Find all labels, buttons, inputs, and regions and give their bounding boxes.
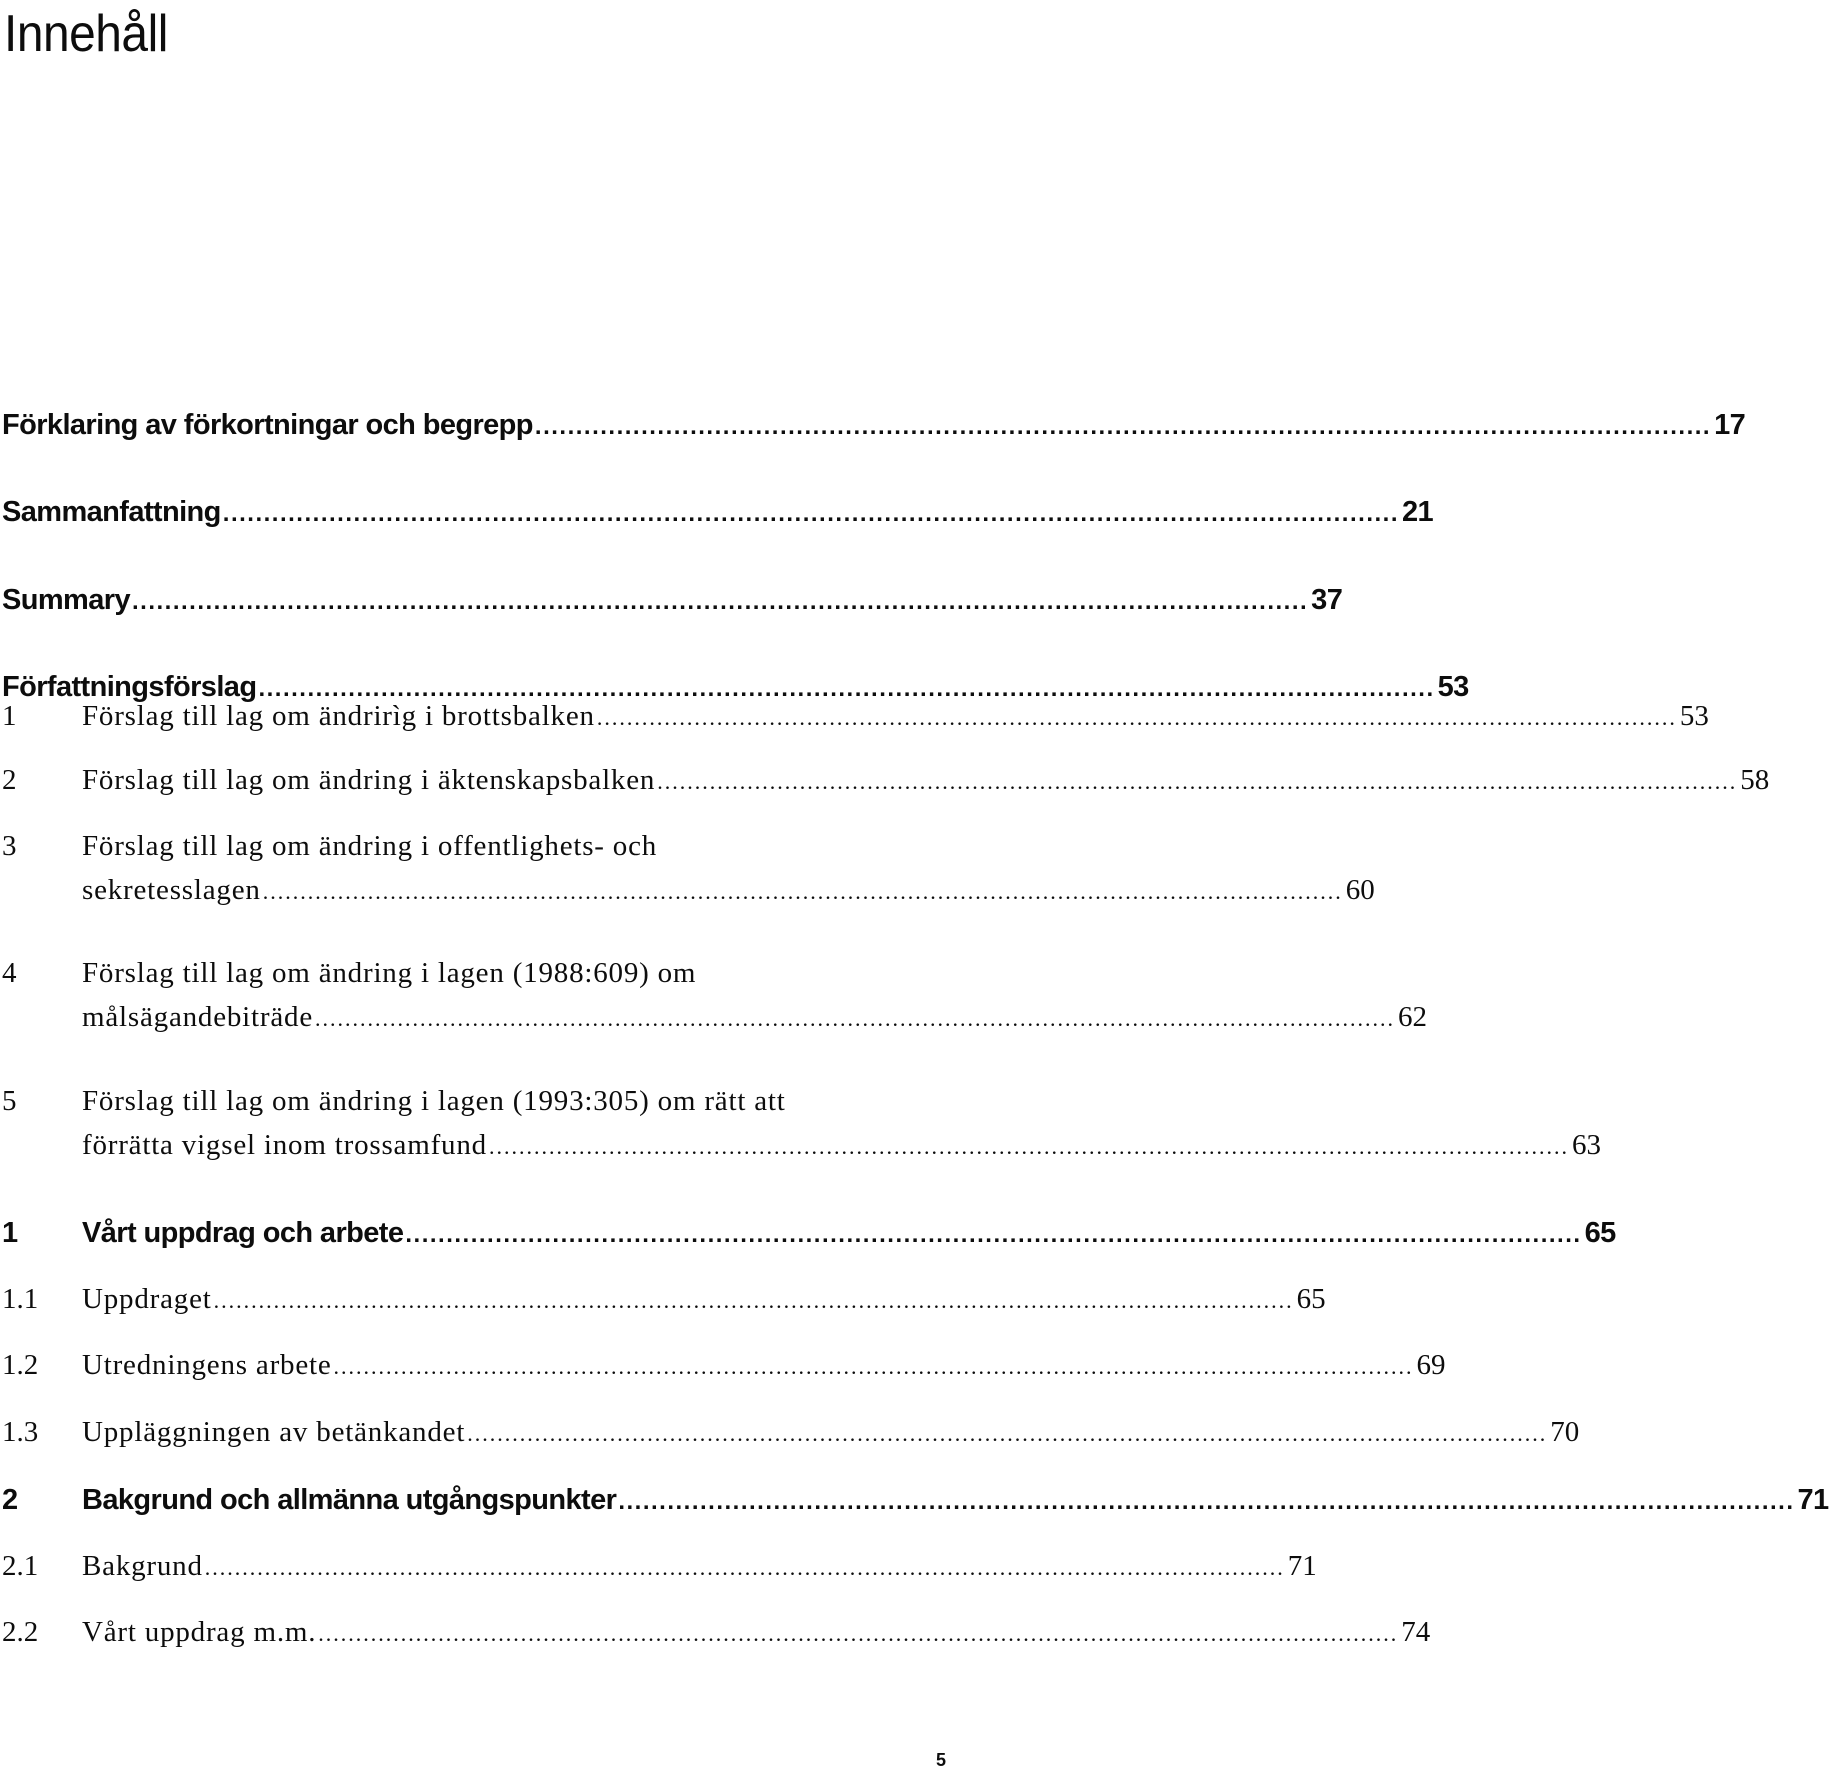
toc-entry-label: Utredningens arbete [82,1349,332,1381]
toc-entry-line [82,760,1770,802]
toc-entry-line [82,1345,1446,1387]
toc-page-number: 37 [1311,584,1343,616]
toc-page-number: 62 [1398,1001,1428,1033]
toc-entry-label: Vårt uppdrag och arbete [82,1217,404,1249]
toc-entry-label: Uppdraget [82,1283,212,1315]
toc-entry-label: Sammanfattning [2,496,221,528]
dot-leader: ................................................................................................................................................ [315,1006,1396,1031]
dot-leader: ................................................................................................................................................ [467,1421,1548,1446]
toc-page-number: 65 [1296,1283,1326,1315]
toc-entry-label: Vårt uppdrag m.m. [82,1616,317,1648]
toc-page-number: 53 [1437,671,1469,703]
toc-page-number: 63 [1571,1129,1601,1161]
toc-entry-line [82,1480,1829,1522]
toc-entry-number: 1.2 [2,1349,39,1381]
toc-page-number: 74 [1401,1616,1431,1648]
toc-entry-label-line1: Förslag till lag om ändring i lagen (1993:305) om rätt att [82,1085,786,1117]
toc-entry-number: 5 [2,1085,17,1117]
toc-page-number: 21 [1401,496,1434,528]
toc-entry-line [82,1125,1601,1167]
toc-entry-number: 2.1 [2,1550,39,1582]
dot-leader: ................................................................................................................................................ [657,769,1738,794]
dot-leader: ................................................................................................................................................ [262,879,1343,904]
toc-entry-number: 3 [2,830,17,862]
toc-entry-label-line1: Förslag till lag om ändring i offentlighets- och [82,830,658,862]
toc-entry-label: Bakgrund [82,1550,203,1582]
toc-page-number: 17 [1714,409,1746,441]
dot-leader: ................................................................................................................................................ [258,675,1435,702]
toc-page-number: 53 [1679,700,1709,732]
toc-entry-number: 2.2 [2,1616,39,1648]
toc-entry-number: 1 [2,1217,18,1249]
page-number: 5 [935,1750,946,1770]
toc-entry-line [82,1612,1431,1654]
toc-entry-number: 4 [2,957,17,989]
toc-entry-label: Förslag till lag om ändrirìg i brottsbalken [82,700,595,732]
dot-leader: ................................................................................................................................................ [618,1488,1795,1515]
dot-leader: ................................................................................................................................................ [131,588,1309,615]
dot-leader: ................................................................................................................................................ [333,1354,1414,1379]
toc-entry-number: 1.1 [2,1283,39,1315]
toc-page-number: 71 [1797,1484,1829,1516]
toc-page-number: 71 [1287,1550,1317,1582]
toc-entry-number: 1.3 [2,1416,39,1448]
toc-entry-label: Bakgrund och allmänna utgångspunkter [82,1484,617,1516]
toc-page-number: 69 [1416,1349,1446,1381]
toc-entry-line [82,696,1709,738]
toc-entry-label: Förslag till lag om ändring i äktenskapsbalken [82,764,656,796]
dot-leader: ................................................................................................................................................ [534,413,1712,440]
dot-leader: ................................................................................................................................................ [596,705,1677,730]
toc-entry-label: målsägandebiträde [82,1001,314,1033]
toc-entry-number: 2 [2,1484,18,1516]
toc-entry-label: Förklaring av förkortningar och begrepp [2,409,533,441]
toc-entry-line [82,997,1428,1039]
dot-leader: ................................................................................................................................................ [204,1555,1285,1580]
toc-entry-label: förrätta vigsel inom trossamfund [82,1129,487,1161]
toc-entry-label: Uppläggningen av betänkandet [82,1416,466,1448]
toc-entry-label-line1: Förslag till lag om ändring i lagen (1988:609) om [82,957,697,989]
page-title: Innehåll [4,5,168,63]
toc-entry-label: sekretesslagen [82,874,261,906]
toc-entry-line [82,870,1375,912]
toc-entry-line [82,1546,1317,1588]
toc-entry-number: 2 [2,764,17,796]
toc-entry-line [82,1279,1326,1321]
toc-entry-number: 1 [2,700,17,732]
dot-leader: ................................................................................................................................................ [405,1221,1582,1248]
dot-leader: ................................................................................................................................................ [488,1134,1569,1159]
toc-page-number: 65 [1584,1217,1616,1249]
toc-entry-line [2,405,1746,447]
toc-page-number: 58 [1740,764,1770,796]
toc-entry-label: Summary [2,584,130,616]
toc-page-number: 60 [1345,874,1375,906]
toc-entry-line [82,1213,1616,1255]
toc-entry-line [82,1412,1580,1454]
dot-leader: ................................................................................................................................................ [213,1288,1294,1313]
toc-page-number: 70 [1550,1416,1580,1448]
toc-entry-line [2,580,1343,622]
dot-leader: ................................................................................................................................................ [318,1621,1399,1646]
dot-leader: ................................................................................................................................................ [222,500,1399,527]
toc-entry-line [2,492,1434,534]
toc-entry-label: Författningsförslag [2,671,257,703]
